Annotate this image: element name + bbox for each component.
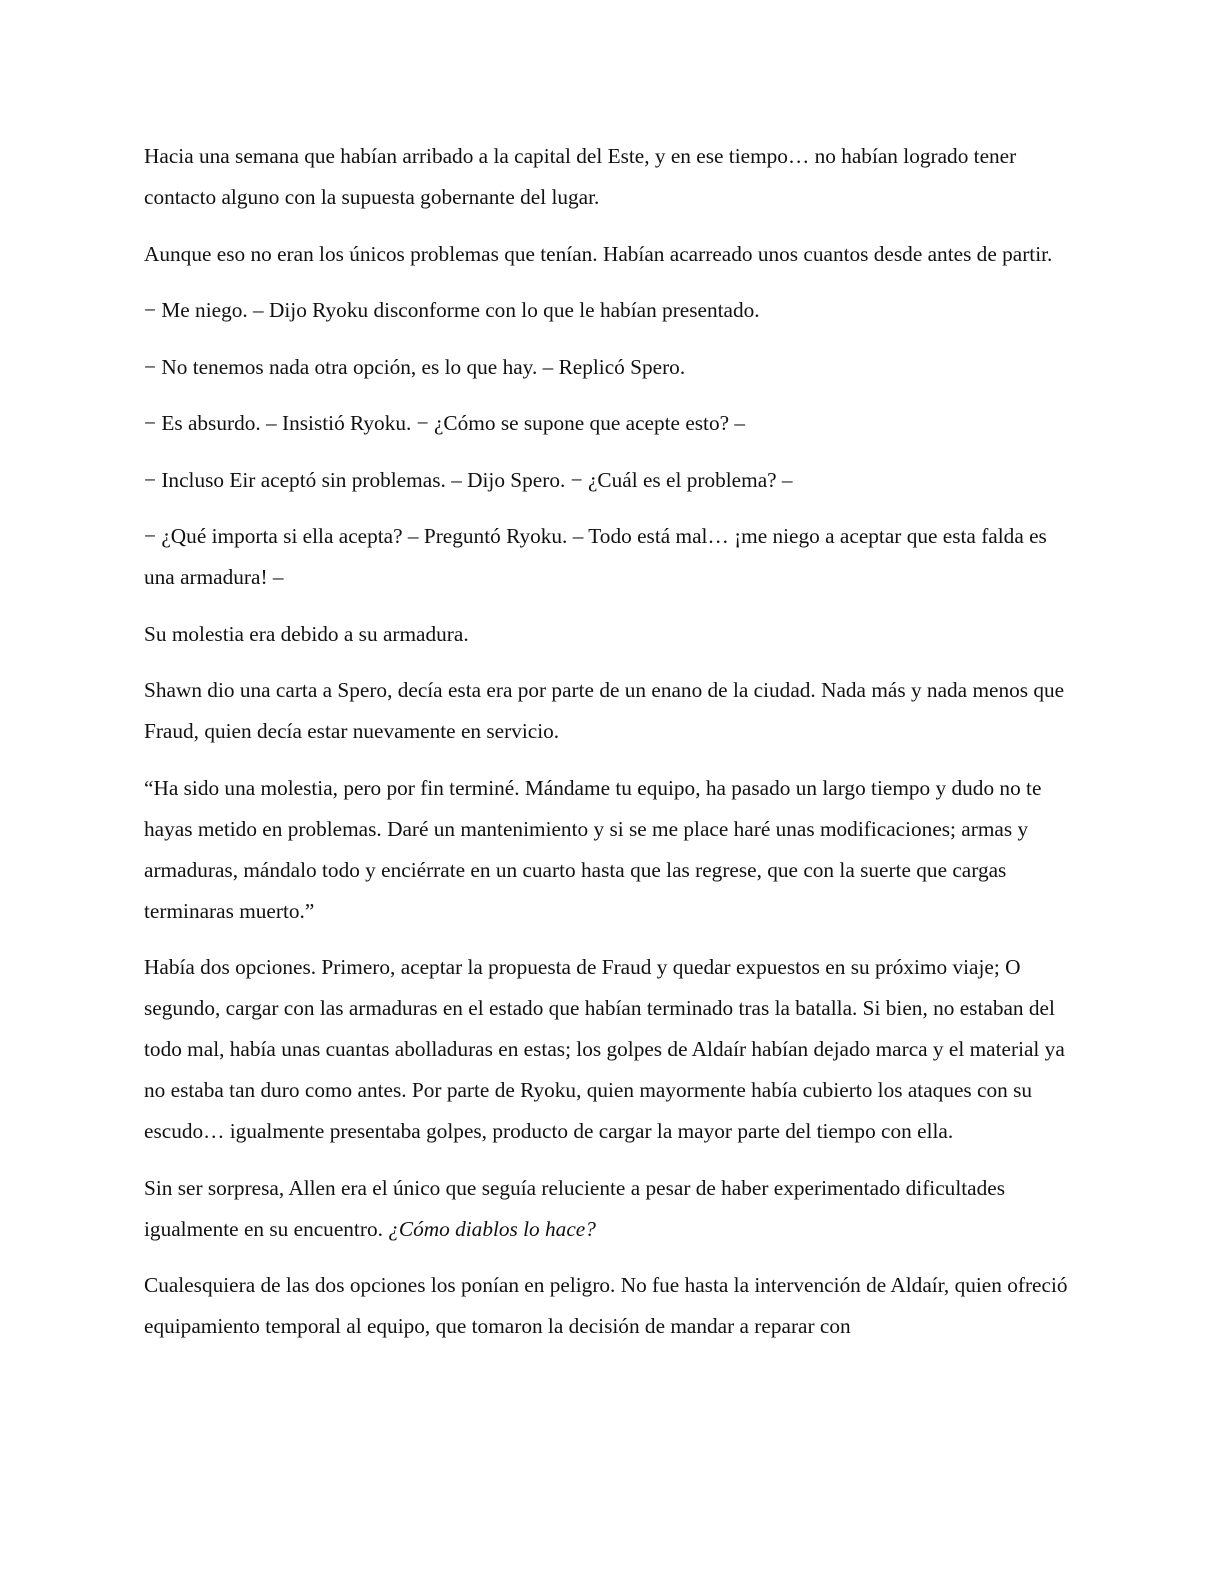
paragraph-7: Cualesquiera de las dos opciones los ponían en peligro. No fue hasta la intervención de Aldaír, quien ofreció equipamiento temporal al equipo, que tomaron la decisión de mandar a reparar con xyxy=(144,1273,1068,1338)
dialogue-line-3: − Es absurdo. – Insistió Ryoku. − ¿Cómo se supone que acepte esto? – xyxy=(144,411,746,435)
dialogue-line-2: − No tenemos nada otra opción, es lo que hay. – Replicó Spero. xyxy=(144,354,686,379)
paragraph-1: Hacia una semana que habían arribado a la capital del Este, y en ese tiempo… no habían logrado tener contacto alguno con la supuesta gobernante del lugar. xyxy=(144,144,1017,209)
paragraph-5: Había dos opciones. Primero, aceptar la propuesta de Fraud y quedar expuestos en su próximo viaje; O segundo, cargar con las armaduras en el estado que habían terminado tras la batalla. Si bien, no estaban del todo mal, había unas cuantas abolladuras en estas; los golpes de Aldaír habían dejado marca y el material ya no estaba tan duro como antes. Por parte de Ryoku, quien mayormente había cubierto los ataques con su escudo… igualmente presentaba golpes, producto de cargar la mayor parte del tiempo con ella. xyxy=(144,955,1065,1143)
paragraph-3: Su molestia era debido a su armadura. xyxy=(144,621,469,646)
paragraph-2: Aunque eso no eran los únicos problemas que tenían. Habían acarreado unos cuantos desde antes de partir. xyxy=(144,241,1053,266)
dialogue-line-1: − Me niego. – Dijo Ryoku disconforme con lo que le habían presentado. xyxy=(144,298,760,322)
paragraph-6-italic-thought: ¿Cómo diablos lo hace? xyxy=(388,1216,596,1241)
paragraph-6 xyxy=(144,1168,1080,1250)
body-text xyxy=(144,136,1080,1363)
dialogue-line-4: − Incluso Eir aceptó sin problemas. – Dijo Spero. − ¿Cuál es el problema? – xyxy=(144,467,793,492)
paragraph-6-text: Sin ser sorpresa, Allen era el único que seguía reluciente a pesar de haber experimentado dificultades igualmente en su encuentro. xyxy=(144,1175,1005,1241)
paragraph-4: Shawn dio una carta a Spero, decía esta era por parte de un enano de la ciudad. Nada más y nada menos que Fraud, quien decía estar nuevamente en servicio. xyxy=(144,678,1065,743)
dialogue-line-5: − ¿Qué importa si ella acepta? – Preguntó Ryoku. – Todo está mal… ¡me niego a aceptar que esta falda es una armadura! – xyxy=(144,524,1047,589)
letter-quote: “Ha sido una molestia, pero por fin terminé. Mándame tu equipo, ha pasado un largo tiempo y dudo no te hayas metido en problemas. Daré un mantenimiento y si se me place haré unas modificaciones; armas y armaduras, mándalo todo y enciérrate en un cuarto hasta que las regrese, que con la suerte que cargas terminaras muerto.” xyxy=(144,775,1042,923)
